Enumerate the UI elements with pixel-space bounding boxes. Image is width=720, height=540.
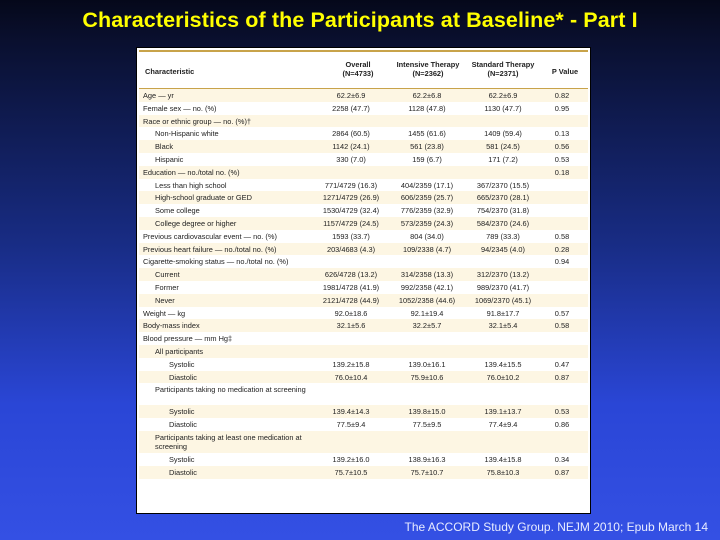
row-label: Never — [155, 295, 175, 305]
row-label: Non-Hispanic white — [155, 129, 219, 139]
cell-standard: 91.8±17.7 — [486, 308, 520, 318]
row-label: Former — [155, 282, 179, 292]
row-label: Current — [155, 270, 180, 280]
table-row — [139, 140, 588, 153]
cell-p-value: 0.18 — [554, 167, 570, 177]
cell-standard: 665/2370 (28.1) — [476, 193, 530, 203]
cell-overall: 203/4683 (4.3) — [326, 244, 376, 254]
cell-standard: 754/2370 (31.8) — [476, 206, 530, 216]
cell-standard: 367/2370 (15.5) — [476, 180, 530, 190]
cell-standard: 139.4±15.8 — [484, 454, 522, 464]
table-row — [139, 332, 588, 345]
row-label: Previous cardiovascular event — no. (%) — [143, 231, 277, 241]
table-header — [139, 50, 588, 90]
slide-title: Characteristics of the Participants at Baseline* - Part I — [82, 8, 638, 32]
table-row — [139, 345, 588, 358]
table-row — [139, 243, 588, 256]
cell-p-value: 0.34 — [554, 454, 570, 464]
cell-intensive: 75.7±10.7 — [410, 467, 444, 477]
cell-overall: 77.5±9.4 — [336, 420, 366, 430]
cell-overall: 2121/4728 (44.9) — [322, 295, 380, 305]
row-label: Cigarette-smoking status — no./total no. (%) — [143, 257, 289, 267]
table-row — [139, 383, 588, 405]
cell-overall: 92.0±18.6 — [334, 308, 368, 318]
table-row — [139, 255, 588, 268]
cell-standard: 1130 (47.7) — [484, 103, 522, 113]
header-standard: Standard Therapy (N=2371) — [471, 60, 535, 78]
cell-intensive: 32.2±5.7 — [412, 321, 442, 331]
row-label: College degree or higher — [155, 218, 237, 228]
row-label: Participants taking at least one medication at screening — [155, 432, 302, 451]
cell-p-value: 0.53 — [554, 407, 570, 417]
cell-p-value: 0.13 — [554, 129, 570, 139]
cell-overall: 32.1±5.6 — [336, 321, 366, 331]
cell-overall: 1530/4729 (32.4) — [322, 206, 380, 216]
row-label: Systolic — [169, 359, 195, 369]
table-row — [139, 307, 588, 320]
cell-standard: 584/2370 (24.6) — [476, 218, 530, 228]
cell-intensive: 1052/2358 (44.6) — [398, 295, 456, 305]
row-label: Hispanic — [155, 154, 184, 164]
row-label: Systolic — [169, 454, 195, 464]
header-characteristic: Characteristic — [145, 67, 195, 76]
cell-overall: 771/4729 (16.3) — [324, 180, 378, 190]
cell-p-value: 0.47 — [554, 359, 570, 369]
cell-intensive: 561 (23.8) — [410, 142, 444, 152]
cell-p-value: 0.53 — [554, 154, 570, 164]
cell-overall: 2864 (60.5) — [332, 129, 370, 139]
cell-intensive: 404/2359 (17.1) — [400, 180, 454, 190]
cell-p-value: 0.94 — [554, 257, 570, 267]
cell-intensive: 75.9±10.6 — [410, 372, 444, 382]
cell-intensive: 1128 (47.8) — [408, 103, 446, 113]
cell-intensive: 314/2358 (13.3) — [400, 270, 454, 280]
cell-overall: 75.7±10.5 — [334, 467, 368, 477]
header-intensive: Intensive Therapy (N=2362) — [396, 60, 460, 78]
cell-intensive: 92.1±19.4 — [410, 308, 444, 318]
cell-overall: 139.2±15.8 — [332, 359, 370, 369]
cell-intensive: 804 (34.0) — [410, 231, 444, 241]
cell-intensive: 139.8±15.0 — [408, 407, 446, 417]
cell-p-value: 0.95 — [554, 103, 570, 113]
table-row — [139, 418, 588, 431]
table-row — [139, 358, 588, 371]
cell-standard: 62.2±6.9 — [488, 91, 518, 100]
row-label: Blood pressure — mm Hg‡ — [143, 334, 233, 344]
table-row — [139, 89, 588, 102]
cell-p-value: 0.86 — [554, 420, 570, 430]
cell-intensive: 573/2359 (24.3) — [400, 218, 454, 228]
cell-intensive: 139.0±16.1 — [408, 359, 446, 369]
row-label: Race or ethnic group — no. (%)† — [143, 116, 252, 126]
table-row — [139, 127, 588, 140]
row-label: Less than high school — [155, 180, 227, 190]
cell-standard: 171 (7.2) — [488, 154, 518, 164]
cell-overall: 62.2±6.9 — [336, 91, 366, 100]
cell-standard: 1069/2370 (45.1) — [474, 295, 532, 305]
table-body — [139, 89, 588, 479]
table-row — [139, 466, 588, 479]
row-label: High-school graduate or GED — [155, 193, 252, 203]
cell-p-value: 0.87 — [554, 372, 570, 382]
table-row — [139, 102, 588, 115]
cell-p-value: 0.58 — [554, 321, 570, 331]
table-row — [139, 115, 588, 128]
cell-standard: 75.8±10.3 — [486, 467, 520, 477]
cell-standard: 312/2370 (13.2) — [476, 270, 530, 280]
cell-overall: 2258 (47.7) — [332, 103, 370, 113]
cell-overall: 76.0±10.4 — [334, 372, 368, 382]
table-row — [139, 431, 588, 453]
row-label: Diastolic — [169, 467, 197, 477]
cell-intensive: 138.9±16.3 — [408, 454, 446, 464]
row-label: Previous heart failure — no./total no. (%) — [143, 244, 277, 254]
cell-overall: 626/4728 (13.2) — [324, 270, 378, 280]
cell-intensive: 1455 (61.6) — [408, 129, 446, 139]
cell-intensive: 159 (6.7) — [412, 154, 442, 164]
cell-overall: 139.4±14.3 — [332, 407, 370, 417]
cell-standard: 32.1±5.4 — [488, 321, 518, 331]
cell-overall: 1142 (24.1) — [332, 142, 370, 152]
row-label: Weight — kg — [143, 308, 186, 318]
cell-overall: 1157/4729 (24.5) — [323, 218, 379, 228]
cell-intensive: 77.5±9.5 — [412, 420, 442, 430]
row-label: Some college — [155, 206, 200, 216]
citation: The ACCORD Study Group. NEJM 2010; Epub March 14 — [404, 520, 708, 534]
cell-overall: 1981/4728 (41.9) — [322, 282, 380, 292]
cell-intensive: 62.2±6.8 — [412, 91, 442, 100]
cell-p-value: 0.58 — [554, 231, 570, 241]
header-p-value: P Value — [551, 67, 579, 76]
row-label: Diastolic — [169, 372, 197, 382]
table-row — [139, 153, 588, 166]
cell-intensive: 109/2338 (4.7) — [402, 244, 452, 254]
row-label: Education — no./total no. (%) — [143, 167, 240, 177]
cell-standard: 77.4±9.4 — [488, 420, 518, 430]
row-label: Diastolic — [169, 420, 197, 430]
cell-overall: 330 (7.0) — [336, 154, 366, 164]
cell-p-value: 0.56 — [554, 142, 570, 152]
table-row — [139, 166, 588, 179]
cell-intensive: 776/2359 (32.9) — [400, 206, 454, 216]
cell-overall: 1271/4729 (26.9) — [322, 193, 380, 203]
table-row — [139, 294, 588, 307]
cell-overall: 1593 (33.7) — [332, 231, 370, 241]
table-row — [139, 204, 588, 217]
table-row — [139, 217, 588, 230]
cell-standard: 1409 (59.4) — [484, 129, 522, 139]
cell-standard: 139.1±13.7 — [484, 407, 522, 417]
row-label: Female sex — no. (%) — [143, 103, 217, 113]
cell-standard: 139.4±15.5 — [484, 359, 522, 369]
table-row — [139, 281, 588, 294]
cell-standard: 789 (33.3) — [486, 231, 520, 241]
cell-standard: 581 (24.5) — [486, 142, 520, 152]
table-row — [139, 319, 588, 332]
cell-p-value: 0.57 — [554, 308, 570, 318]
cell-standard: 989/2370 (41.7) — [476, 282, 530, 292]
baseline-table — [136, 47, 591, 514]
table-row — [139, 453, 588, 466]
cell-intensive: 606/2359 (25.7) — [400, 193, 454, 203]
table-row — [139, 230, 588, 243]
table-row — [139, 191, 588, 204]
row-label: Participants taking no medication at screening — [155, 385, 306, 395]
cell-intensive: 992/2358 (42.1) — [400, 282, 454, 292]
row-label: Systolic — [169, 407, 195, 417]
cell-p-value: 0.28 — [554, 244, 570, 254]
table-row — [139, 405, 588, 418]
cell-p-value: 0.87 — [554, 467, 570, 477]
row-label: All participants — [155, 346, 204, 356]
cell-p-value: 0.82 — [554, 91, 570, 100]
row-label: Age — yr — [143, 91, 174, 100]
row-label: Body-mass index — [143, 321, 200, 331]
table-row — [139, 371, 588, 384]
header-overall: Overall (N=4733) — [342, 60, 374, 78]
cell-standard: 76.0±10.2 — [486, 372, 520, 382]
table-row — [139, 268, 588, 281]
cell-overall: 139.2±16.0 — [332, 454, 370, 464]
table-row — [139, 179, 588, 192]
row-label: Black — [155, 142, 174, 152]
cell-standard: 94/2345 (4.0) — [481, 244, 525, 254]
